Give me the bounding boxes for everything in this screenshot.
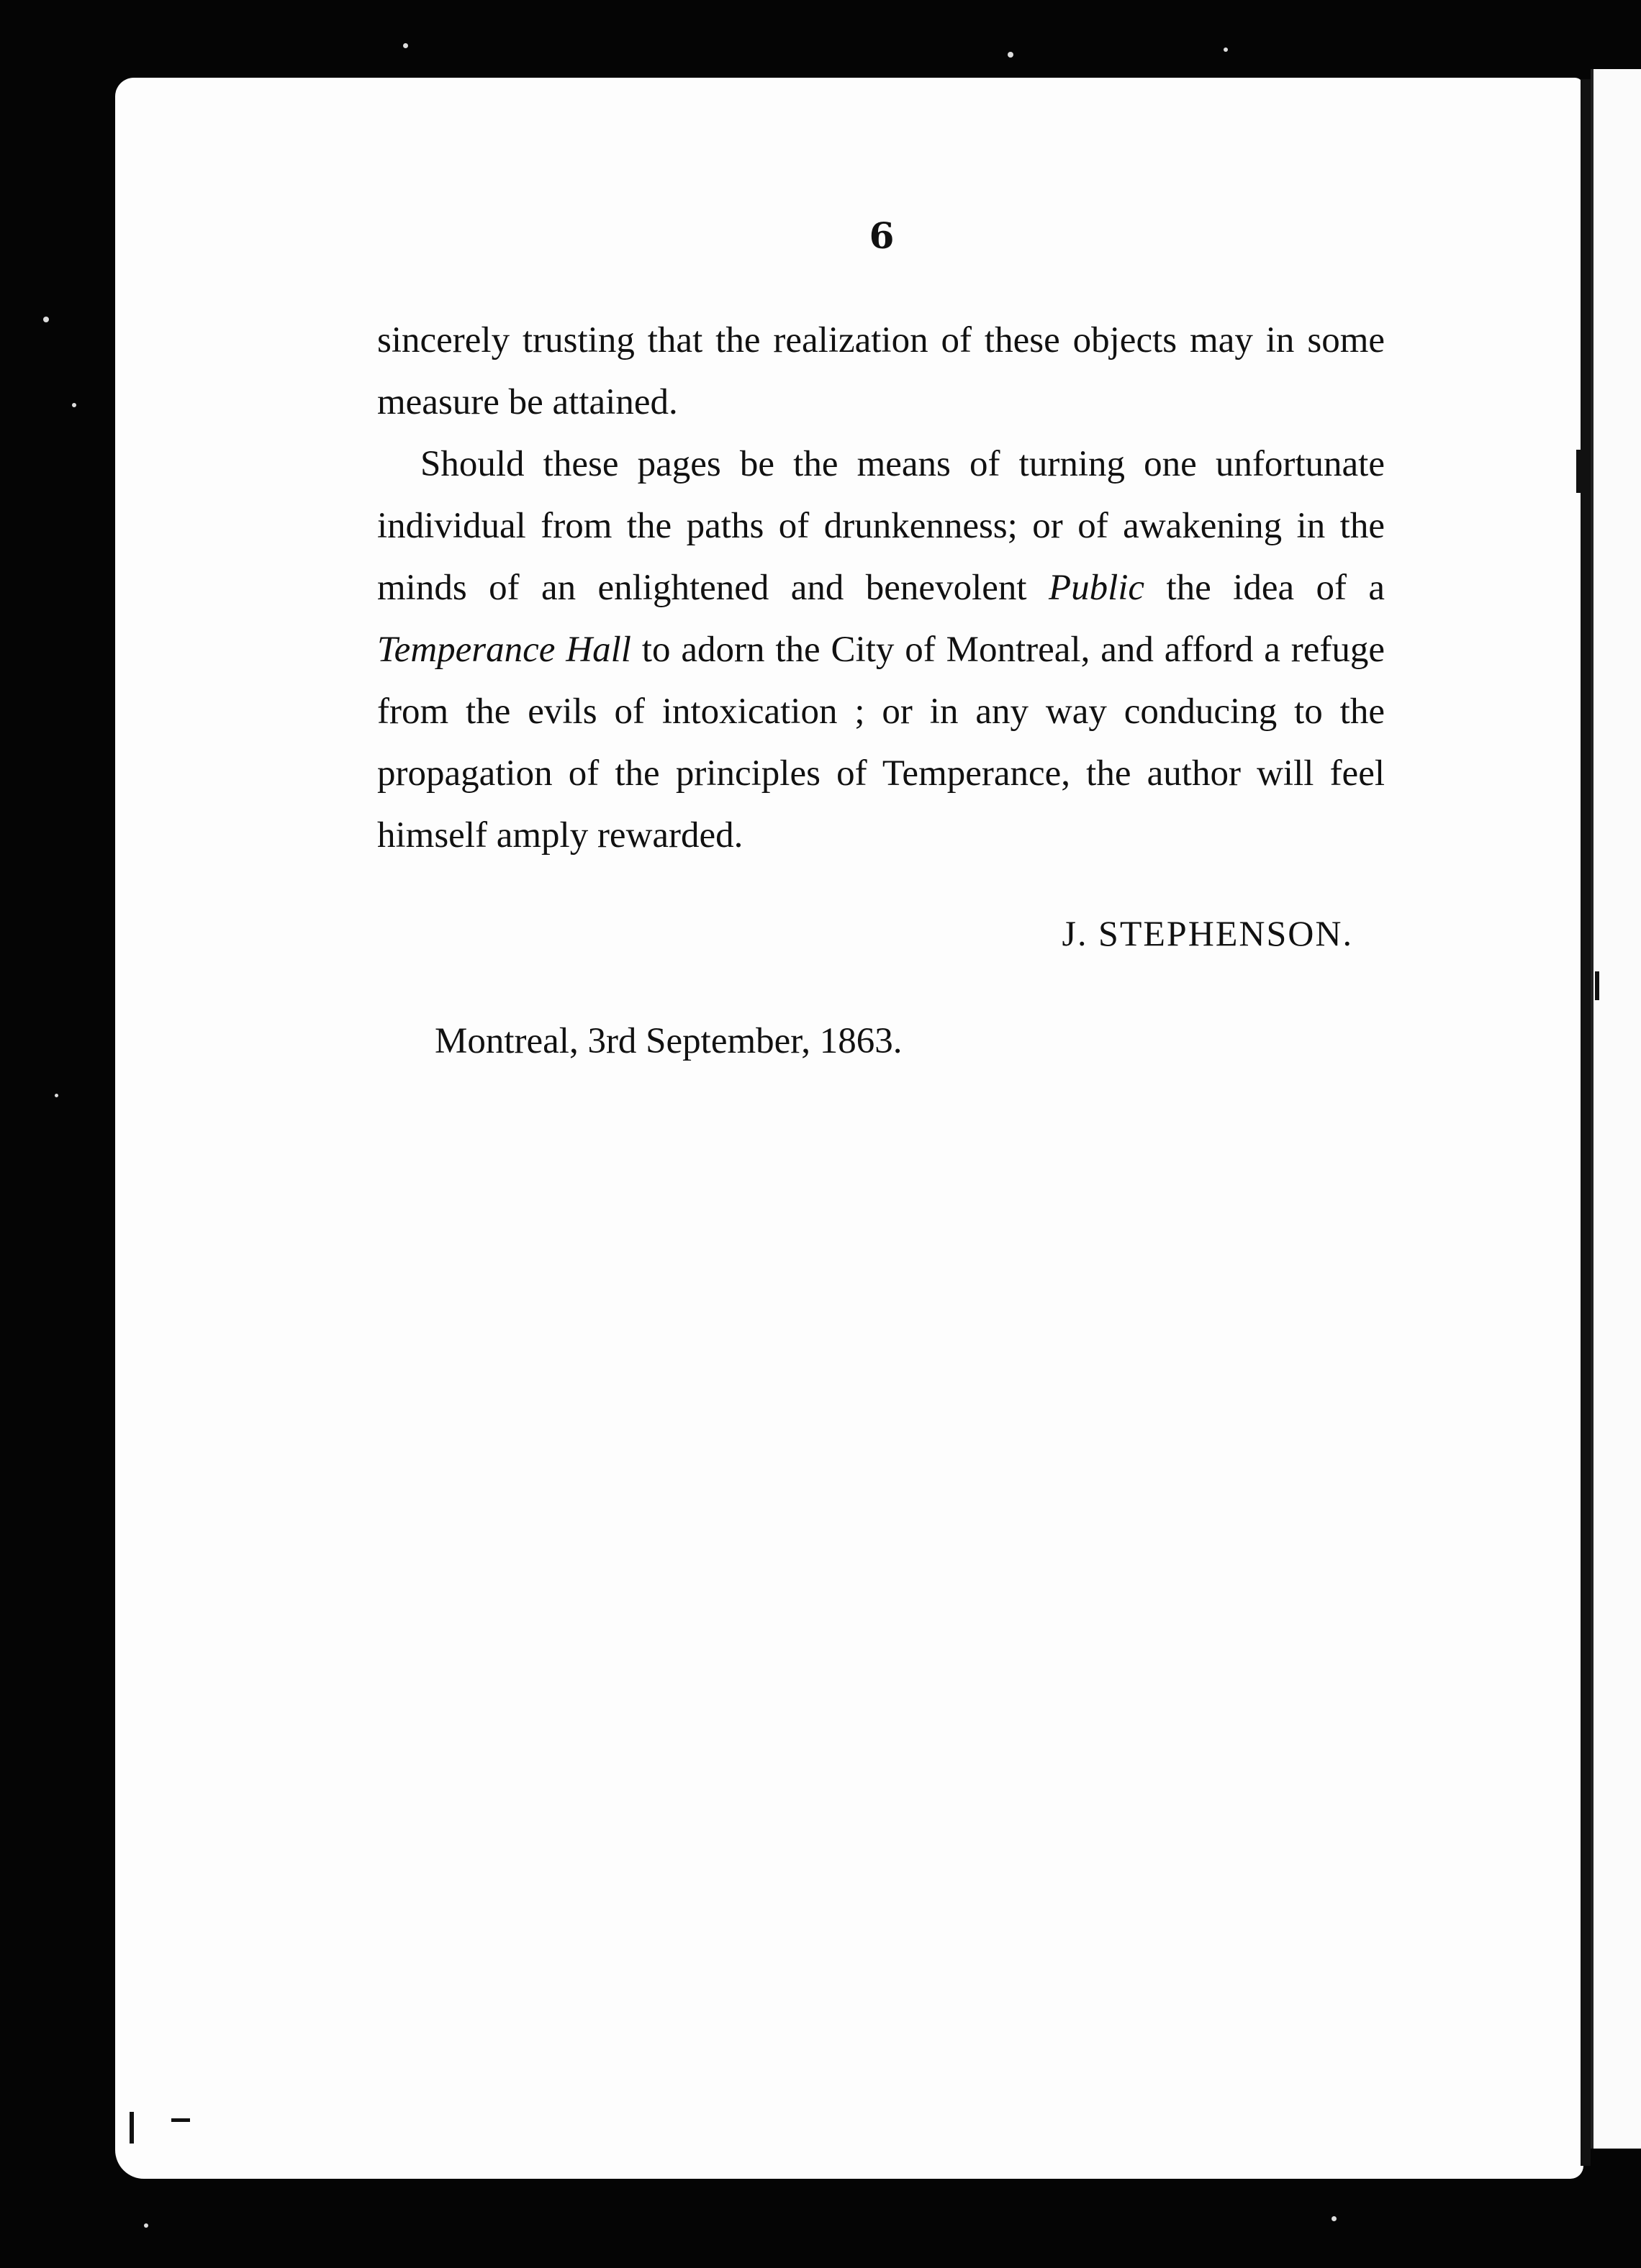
- paragraph-main: [377, 433, 1385, 866]
- gutter-shadow: [1581, 79, 1591, 2166]
- text-run: sincerely trusting that the realization of these objects may in some measure be attained.: [377, 320, 1385, 422]
- dateline: Montreal, 3rd September, 1863.: [435, 1021, 903, 1061]
- text-run: the idea of a: [1144, 568, 1385, 608]
- dust-speck: [72, 403, 76, 407]
- dust-speck: [1008, 52, 1013, 58]
- ink-mark: [171, 2118, 190, 2122]
- page-number: 6: [869, 214, 895, 257]
- author-signature: J. STEPHENSON.: [1062, 913, 1353, 953]
- dust-speck: [1332, 2216, 1337, 2221]
- paragraph-continuation: [377, 309, 1385, 433]
- facing-page-edge: [1591, 69, 1641, 2149]
- dust-speck: [403, 43, 408, 48]
- text-run: Should these pages be the means of turning one unfortunate individual from the paths of drunkenness; or of awakening in the minds of an enlightened and benevolent: [377, 444, 1385, 608]
- dust-speck: [1224, 47, 1228, 52]
- ink-mark: [130, 2112, 134, 2144]
- ink-mark: [1595, 971, 1599, 1000]
- ink-mark: [1576, 450, 1585, 493]
- italic-run: Public: [1048, 568, 1145, 608]
- dust-speck: [144, 2223, 148, 2228]
- italic-run: Temperance Hall: [377, 630, 631, 670]
- text-run: to adorn the City of Montreal, and afford a refuge from the evils of intoxication ; or in any way conducing to the propagation of the principles of Temperance, the author will feel himself amply rewarded.: [377, 630, 1385, 856]
- dust-speck: [43, 317, 49, 322]
- body-text: [377, 309, 1385, 866]
- dust-speck: [55, 1094, 58, 1097]
